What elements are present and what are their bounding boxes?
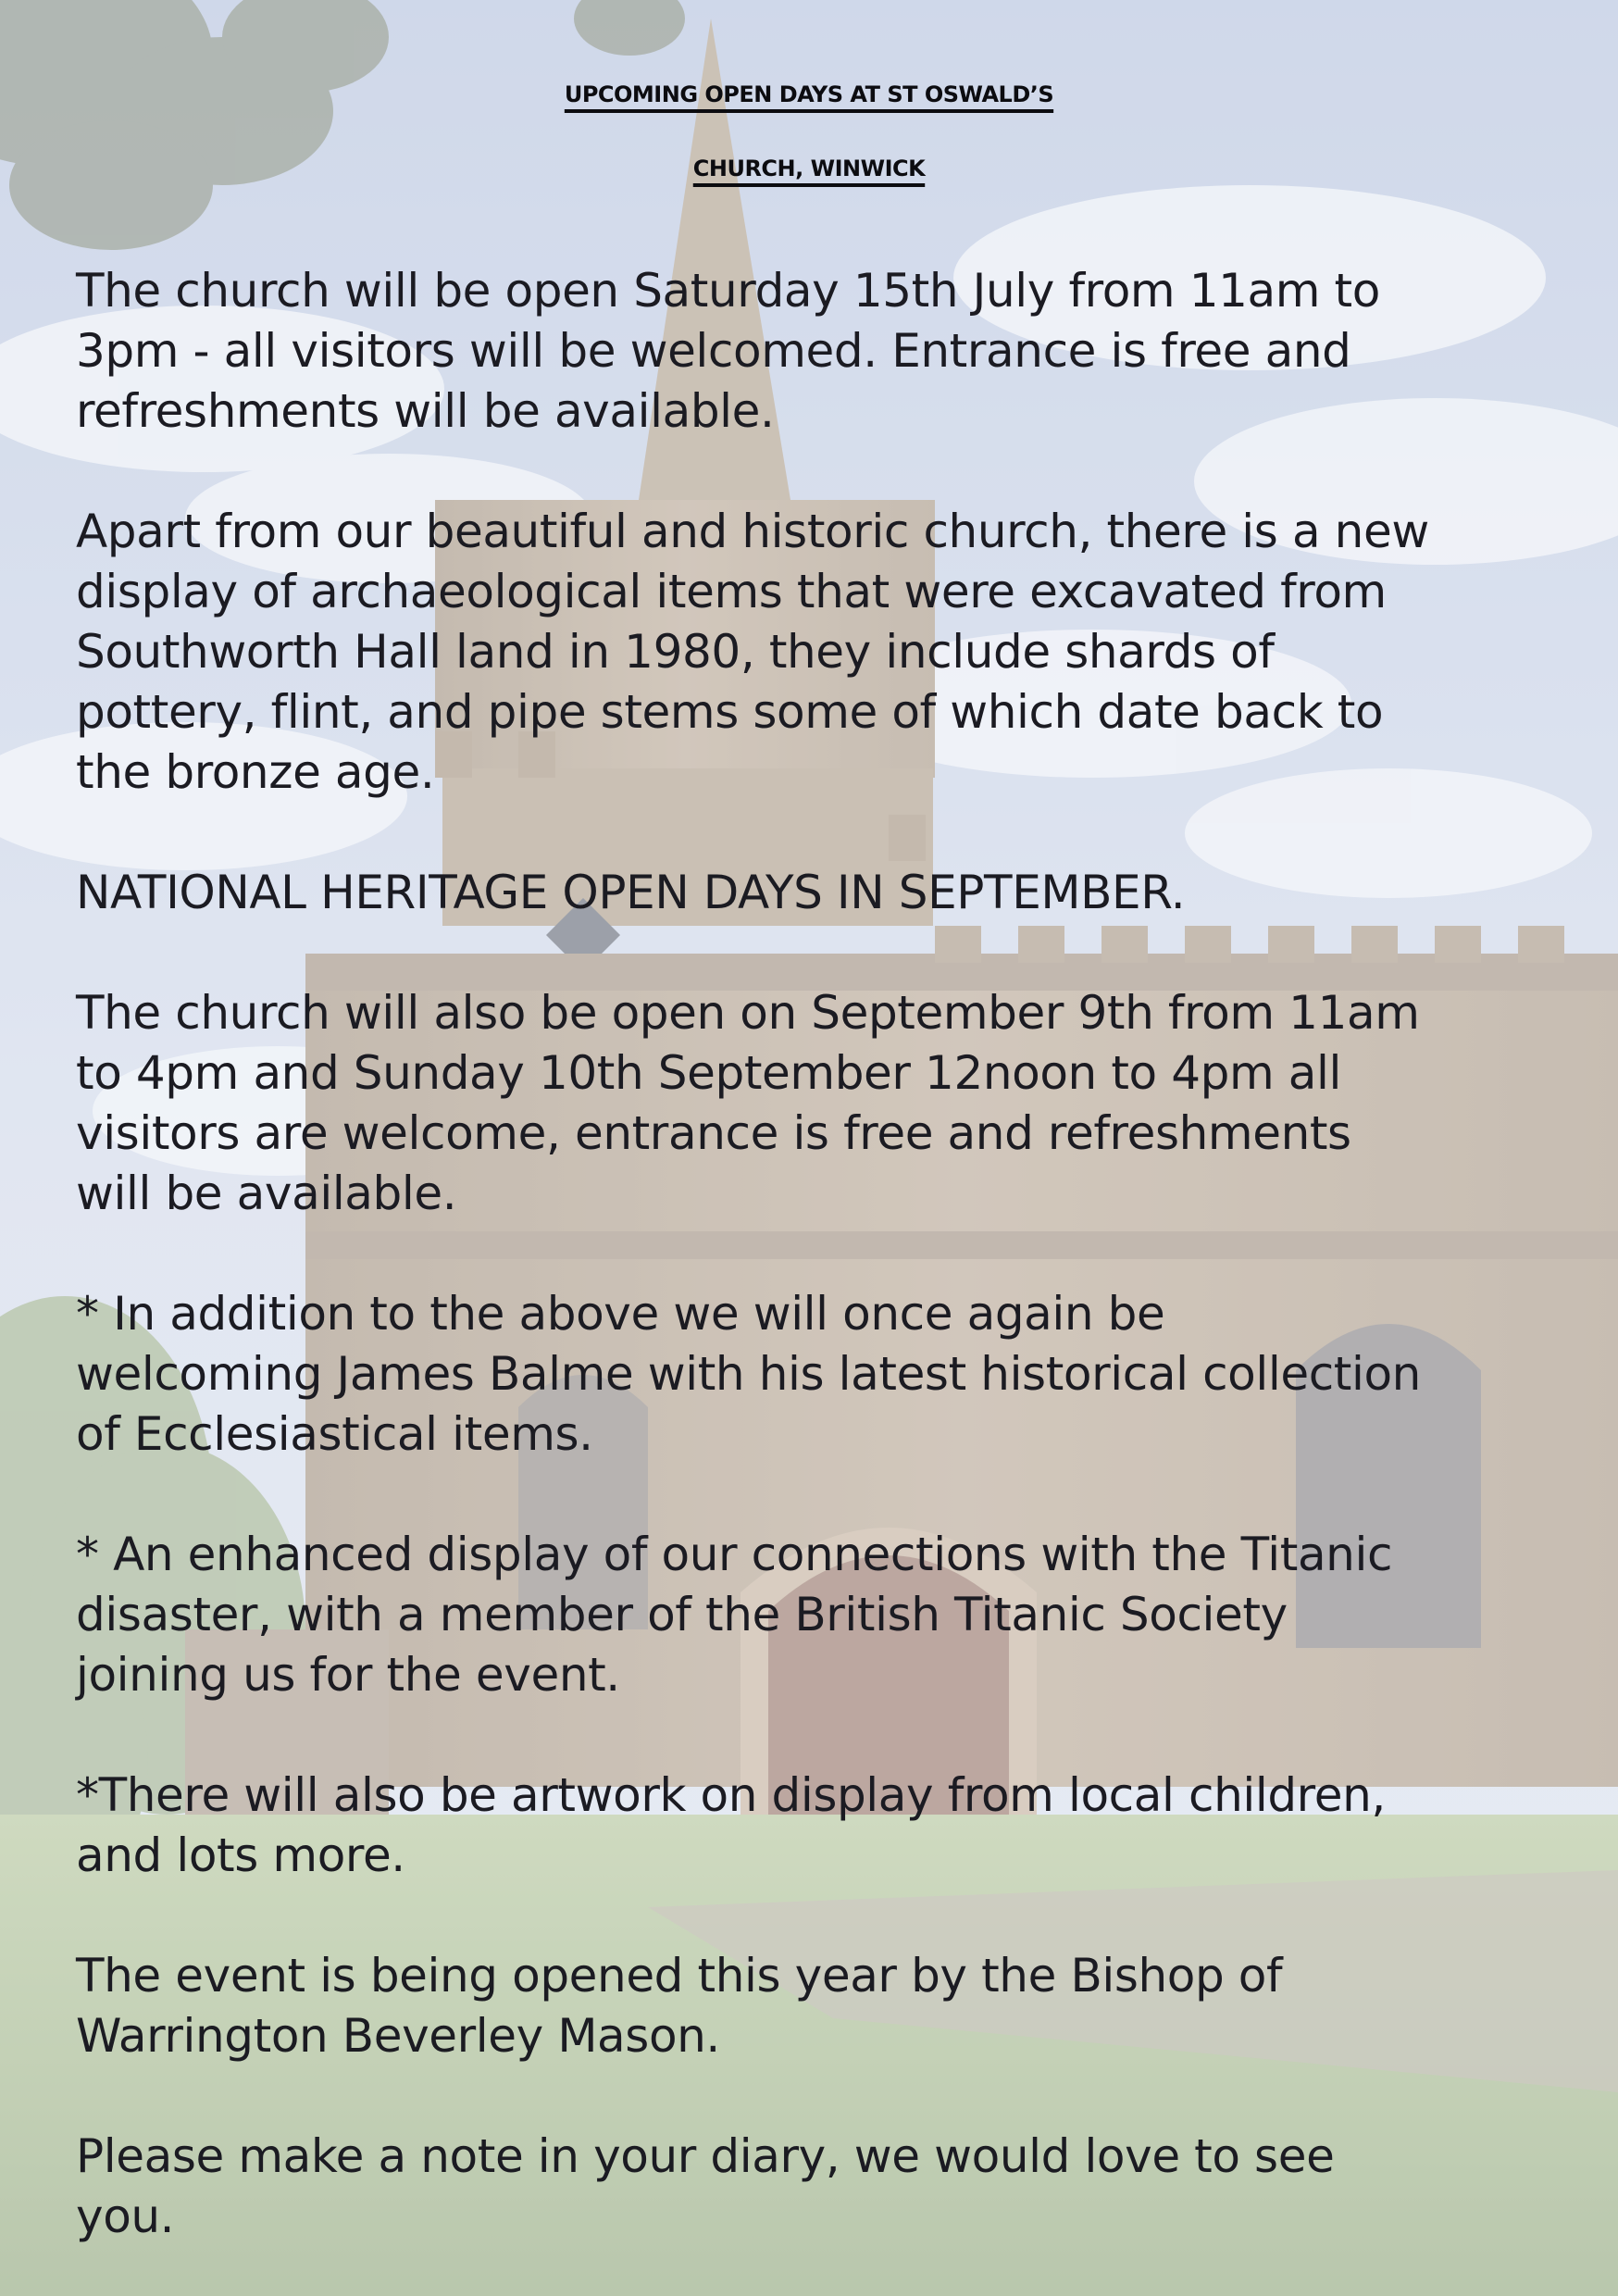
titanic-line: joining us for the event.	[76, 1648, 620, 1702]
closing-line: Please make a note in your diary, we would love to see	[76, 2129, 1335, 2183]
september-line: visitors are welcome, entrance is free and refreshments	[76, 1106, 1351, 1160]
closing-line: you.	[76, 2190, 175, 2243]
intro-line: 3pm - all visitors will be welcomed. Entrance is free and	[76, 324, 1351, 378]
display-line: pottery, flint, and pipe stems some of which date back to	[76, 685, 1384, 739]
titanic-line: disaster, with a member of the British Titanic Society	[76, 1588, 1288, 1641]
september-line: will be available.	[76, 1167, 457, 1220]
september-line: The church will also be open on September 9th from 11am	[76, 986, 1420, 1040]
poster-title-line-1: UPCOMING OPEN DAYS AT ST OSWALD’S	[564, 81, 1054, 107]
heritage-heading: NATIONAL HERITAGE OPEN DAYS IN SEPTEMBER.	[76, 866, 1186, 919]
bishop-line: The event is being opened this year by the Bishop of	[76, 1949, 1283, 2003]
display-line: display of archaeological items that were excavated from	[76, 565, 1387, 618]
balme-line: * In addition to the above we will once again be	[76, 1287, 1165, 1341]
artwork-line: *There will also be artwork on display from local children,	[76, 1768, 1386, 1822]
balme-line: welcoming James Balme with his latest historical collection	[76, 1347, 1421, 1401]
poster-title-line-2: CHURCH, WINWICK	[692, 156, 926, 181]
intro-line: The church will be open Saturday 15th July from 11am to	[76, 264, 1380, 318]
titanic-line: * An enhanced display of our connections with the Titanic	[76, 1528, 1393, 1581]
display-line: Apart from our beautiful and historic church, there is a new	[76, 505, 1429, 558]
balme-line: of Ecclesiastical items.	[76, 1407, 593, 1461]
display-line: Southworth Hall land in 1980, they include shards of	[76, 625, 1275, 679]
september-line: to 4pm and Sunday 10th September 12noon to 4pm all	[76, 1046, 1341, 1100]
bishop-line: Warrington Beverley Mason.	[76, 2009, 720, 2063]
intro-line: refreshments will be available.	[76, 384, 775, 438]
artwork-line: and lots more.	[76, 1828, 405, 1882]
display-line: the bronze age.	[76, 745, 435, 799]
